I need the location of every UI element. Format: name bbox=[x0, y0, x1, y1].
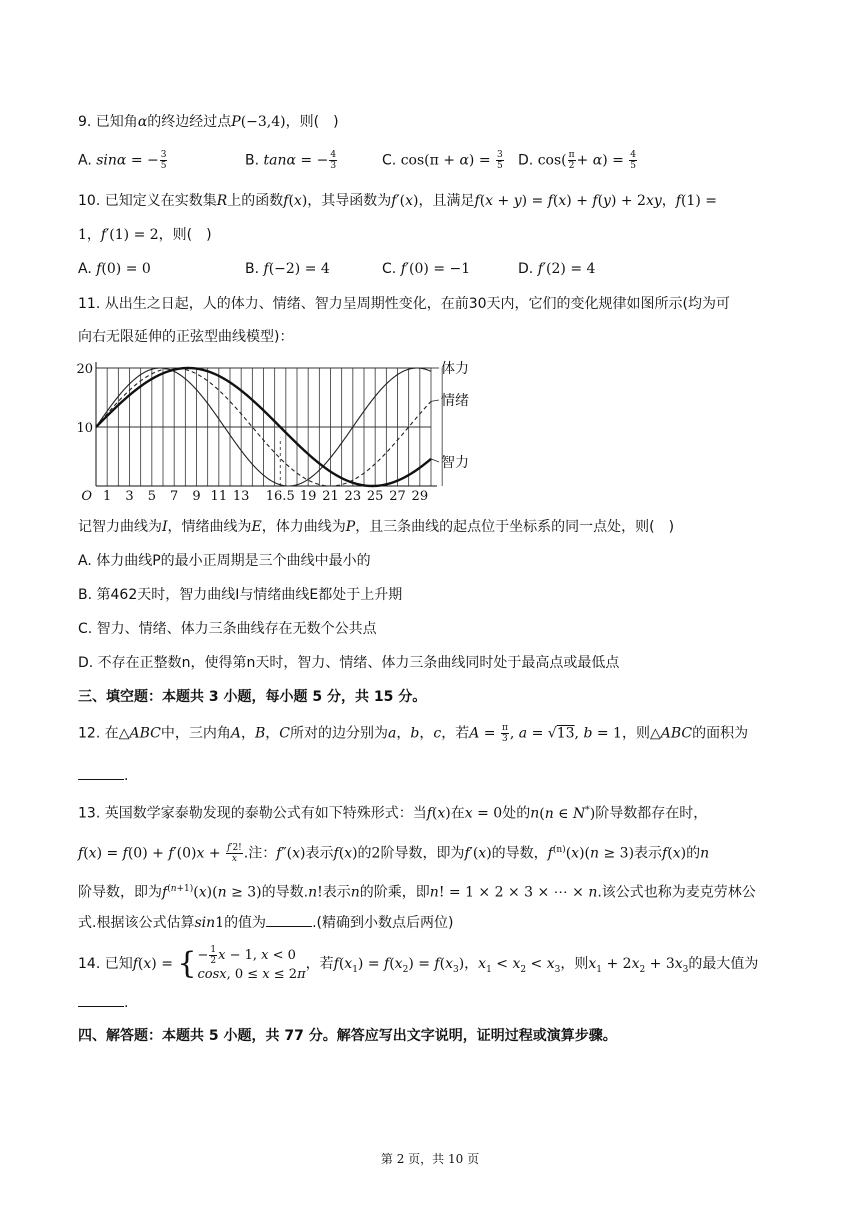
x-tick-label: 23 bbox=[344, 489, 362, 502]
q11-line2: 向右无限延伸的正弦型曲线模型)： bbox=[78, 329, 294, 345]
q14-line1: 14. 已知f(x) = { − $\frac{1}{2}$ x − 1, x < 0 cosx, 0 ≤ x ≤ 2π ，若$f(x_1) = f(x_2) = f(x_3)$，$x_1 < x_2 < x_3$，则$x_1 + 2x_2 + 3x_3$的最大值为 bbox=[78, 945, 759, 982]
x-tick-label: 21 bbox=[322, 489, 339, 502]
x-tick-label: 29 bbox=[411, 489, 429, 502]
x-tick-label: 27 bbox=[389, 489, 406, 502]
q13-answer-blank[interactable] bbox=[266, 912, 312, 927]
q11-after: 记智力曲线为I，情绪曲线为E，体力曲线为P，且三条曲线的起点位于坐标系的同一点处，则( ) bbox=[78, 519, 675, 535]
q12-answer-blank[interactable] bbox=[78, 765, 124, 780]
x-tick-label: 3 bbox=[125, 489, 134, 502]
q12-line1: 12. 在△ABC中，三内角A，B，C所对的边分别为a，b，c，若A = $\frac{\pi}{3}$ , a = √13, b = 1，则△ABC的面积为 bbox=[78, 723, 749, 744]
section-3-heading: 三、填空题：本题共 3 小题，每小题 5 分，共 15 分。 bbox=[78, 689, 427, 705]
series-label: 情绪 bbox=[441, 393, 469, 409]
y-tick-label: 20 bbox=[76, 362, 93, 377]
origin-label: O bbox=[81, 489, 92, 502]
q9-option-a: A. sinα = − $\frac{3}{5}$ bbox=[78, 150, 167, 171]
q10-option-c: C. f′(0) = −1 bbox=[382, 261, 471, 277]
section-4-heading: 四、解答题：本题共 5 小题，共 77 分。解答应写出文字说明，证明过程或演算步骤。 bbox=[78, 1028, 617, 1044]
x-tick-label: 16.5 bbox=[265, 489, 295, 502]
q9-stem: 9. 已知角α的终边经过点P(−3,4)，则( ) bbox=[78, 114, 339, 130]
q13-line2: f(x) = f(0) + f′(0)x + $\frac{f'2!}{x}$ .注：f″(x)表示f(x)的2阶导数，即为f′(x)的导数，$f^{(n)}(x)(n \ge 3)$表示f(x)的n bbox=[78, 843, 710, 865]
q13-line4: 式.根据该公式估算sin1的值为 .(精确到小数点后两位) bbox=[78, 912, 453, 933]
q9-option-b: B. tanα = − $\frac{4}{3}$ bbox=[245, 150, 337, 171]
x-tick-label: 1 bbox=[103, 489, 112, 502]
q11-line1: 11. 从出生之日起，人的体力、情绪、智力呈周期性变化，在前30天内，它们的变化规律如图所示(均为可 bbox=[78, 296, 730, 312]
q13-line3: 阶导数，即为$f^{(n+1)}(x)(n \ge 3)$的导数.n!表示n的阶乘，即n! = 1 × 2 × 3 × ⋯ × n.该公式也称为麦克劳林公 bbox=[78, 884, 756, 901]
y-tick-label: 10 bbox=[76, 421, 93, 436]
x-tick-label: 5 bbox=[147, 489, 156, 502]
q10-option-a: A. f(0) = 0 bbox=[78, 261, 151, 277]
q10-option-d: D. f′(2) = 4 bbox=[518, 261, 596, 277]
x-tick-label: 25 bbox=[366, 489, 384, 502]
x-tick-label: 19 bbox=[299, 489, 317, 502]
q11-option-c: C. 智力、情绪、体力三条曲线存在无数个公共点 bbox=[78, 621, 377, 637]
q10-option-b: B. f(−2) = 4 bbox=[245, 261, 330, 277]
q10-line1: 10. 已知定义在实数集R上的函数f(x)，其导函数为f′(x)，且满足f(x + y) = f(x) + f(y) + 2xy，f(1) = bbox=[78, 193, 717, 209]
q12-line2: . bbox=[78, 765, 128, 786]
page-footer: 第 2 页，共 10 页 bbox=[380, 1152, 480, 1166]
q11-option-d: D. 不存在正整数n，使得第n天时，智力、情绪、体力三条曲线同时处于最高点或最低点 bbox=[78, 655, 620, 671]
x-tick-label: 9 bbox=[192, 489, 201, 502]
biorhythm-chart bbox=[76, 354, 486, 502]
x-tick-label: 7 bbox=[170, 489, 179, 502]
q9-option-d: D. cos( $\frac{\pi}{2}$ + α) = $\frac{4}{5}$ bbox=[518, 150, 637, 171]
q9-option-c: C. cos(π + α) = $\frac{3}{5}$ bbox=[382, 150, 503, 171]
q11-option-b: B. 第462天时，智力曲线I与情绪曲线E都处于上升期 bbox=[78, 587, 403, 603]
x-tick-label: 11 bbox=[210, 489, 228, 502]
q10-line2: 1，f′(1) = 2，则( ) bbox=[78, 227, 212, 243]
q11-option-a: A. 体力曲线P的最小正周期是三个曲线中最小的 bbox=[78, 553, 371, 569]
q14-answer-blank[interactable] bbox=[78, 992, 124, 1007]
series-leader bbox=[431, 400, 439, 401]
chart-labels bbox=[76, 360, 469, 502]
q13-line1: 13. 英国数学家泰勒发现的泰勒公式有如下特殊形式：当f(x)在x = 0处的n(n ∈ N*)阶导数都存在时， bbox=[78, 805, 708, 822]
series-label: 体力 bbox=[441, 361, 469, 377]
q14-line2: . bbox=[78, 992, 128, 1013]
x-tick-label: 13 bbox=[232, 489, 250, 502]
series-leader bbox=[431, 459, 439, 462]
series-label: 智力 bbox=[441, 455, 469, 471]
